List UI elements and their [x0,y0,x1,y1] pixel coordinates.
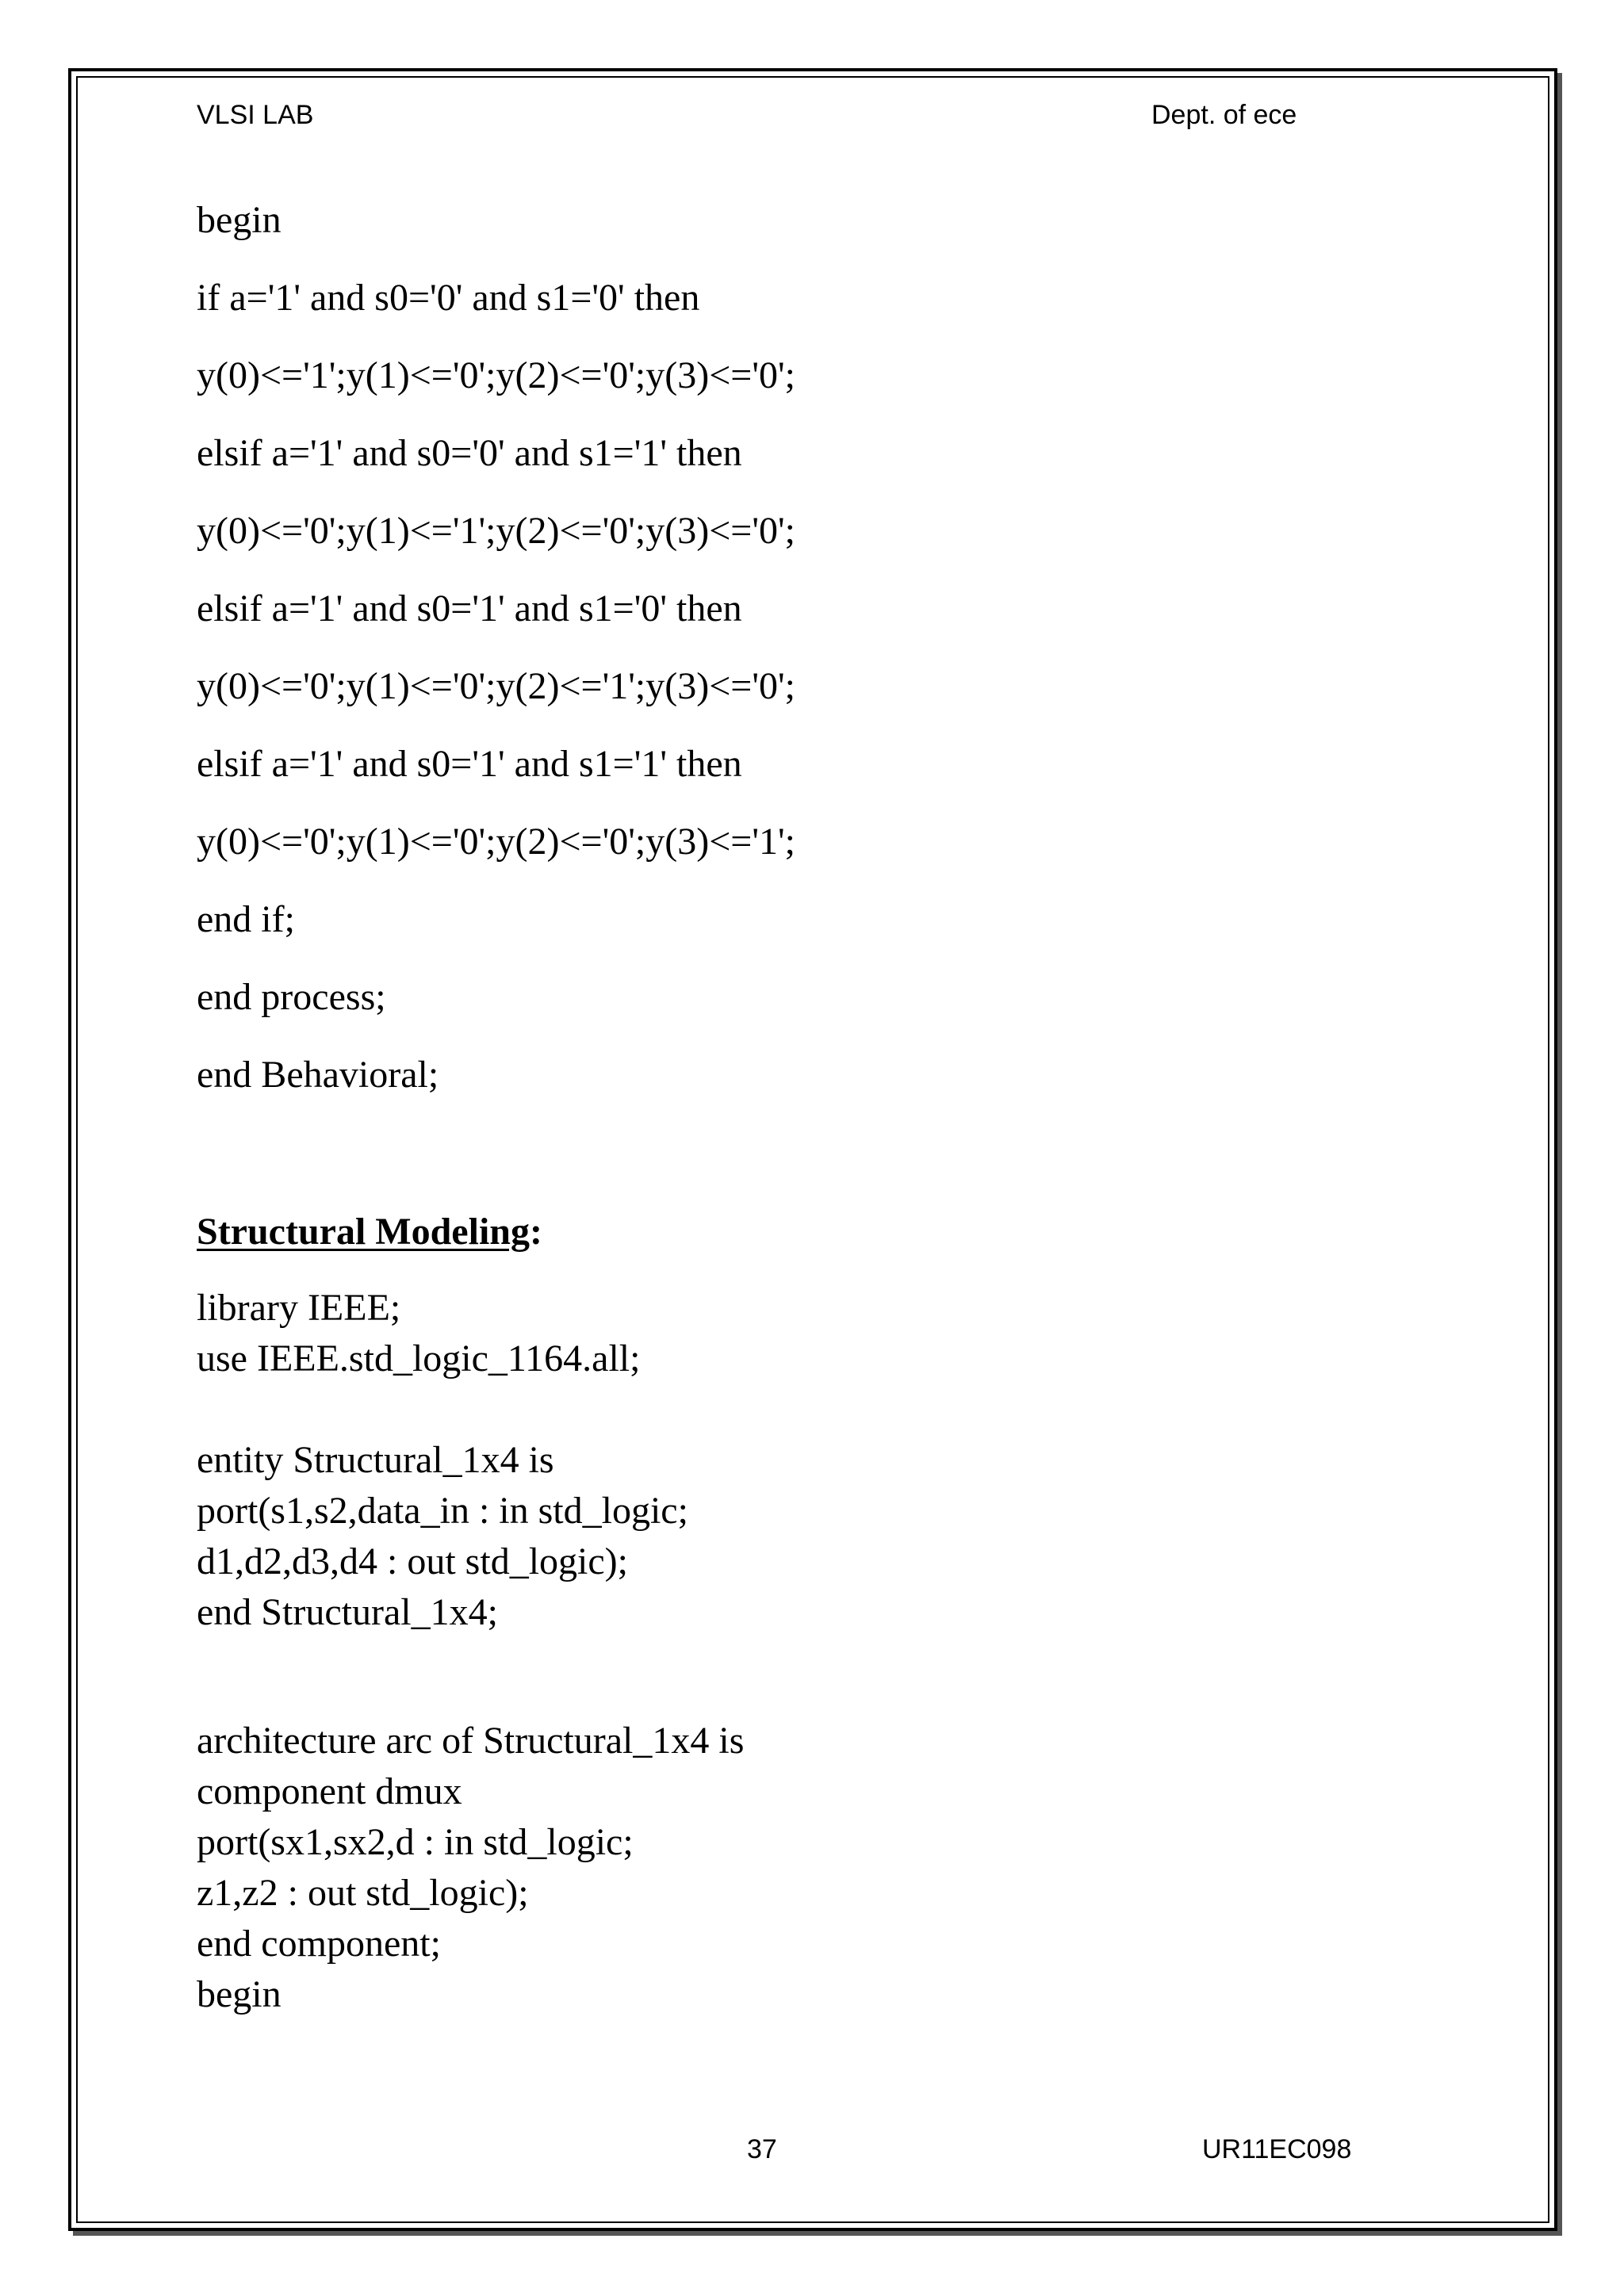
code-line: end Structural_1x4; [197,1591,498,1633]
code-line: y(0)<='0';y(1)<='1';y(2)<='0';y(3)<='0'; [197,510,795,552]
code-line: library IEEE; [197,1287,401,1329]
code-line: port(s1,s2,data_in : in std_logic; [197,1490,688,1532]
code-line: use IEEE.std_logic_1164.all; [197,1337,641,1380]
code-line: end if; [197,898,295,940]
code-line: elsif a='1' and s0='1' and s1='0' then [197,587,742,629]
code-line: end Behavioral; [197,1054,439,1096]
code-line: begin [197,1973,282,2015]
code-line: d1,d2,d3,d4 : out std_logic); [197,1540,628,1582]
code-line: component dmux [197,1770,462,1812]
footer-id: UR11EC098 [1202,2134,1352,2164]
code-line: entity Structural_1x4 is [197,1439,554,1481]
code-line: y(0)<='0';y(1)<='0';y(2)<='1';y(3)<='0'; [197,665,795,707]
code-line: end process; [197,976,386,1018]
header-department: Dept. of ece [1151,100,1297,130]
page-number: 37 [747,2134,777,2164]
code-line: elsif a='1' and s0='1' and s1='1' then [197,743,742,785]
code-line: end component; [197,1923,441,1965]
section-heading-text: Structural Modeling [197,1211,530,1253]
code-line: z1,z2 : out std_logic); [197,1872,529,1914]
code-line: if a='1' and s0='0' and s1='0' then [197,277,700,319]
code-line: begin [197,199,282,241]
code-line: port(sx1,sx2,d : in std_logic; [197,1821,634,1863]
code-line: architecture arc of Structural_1x4 is [197,1720,745,1762]
section-heading [197,1213,542,1251]
code-line: elsif a='1' and s0='0' and s1='1' then [197,432,742,474]
code-line: y(0)<='1';y(1)<='0';y(2)<='0';y(3)<='0'; [197,354,795,396]
header-lab-title: VLSI LAB [197,100,314,130]
page-shadow-bottom [73,2231,1562,2236]
page-shadow-right [1557,73,1562,2236]
code-line: y(0)<='0';y(1)<='0';y(2)<='0';y(3)<='1'; [197,821,795,863]
section-heading-colon: : [529,1211,542,1253]
